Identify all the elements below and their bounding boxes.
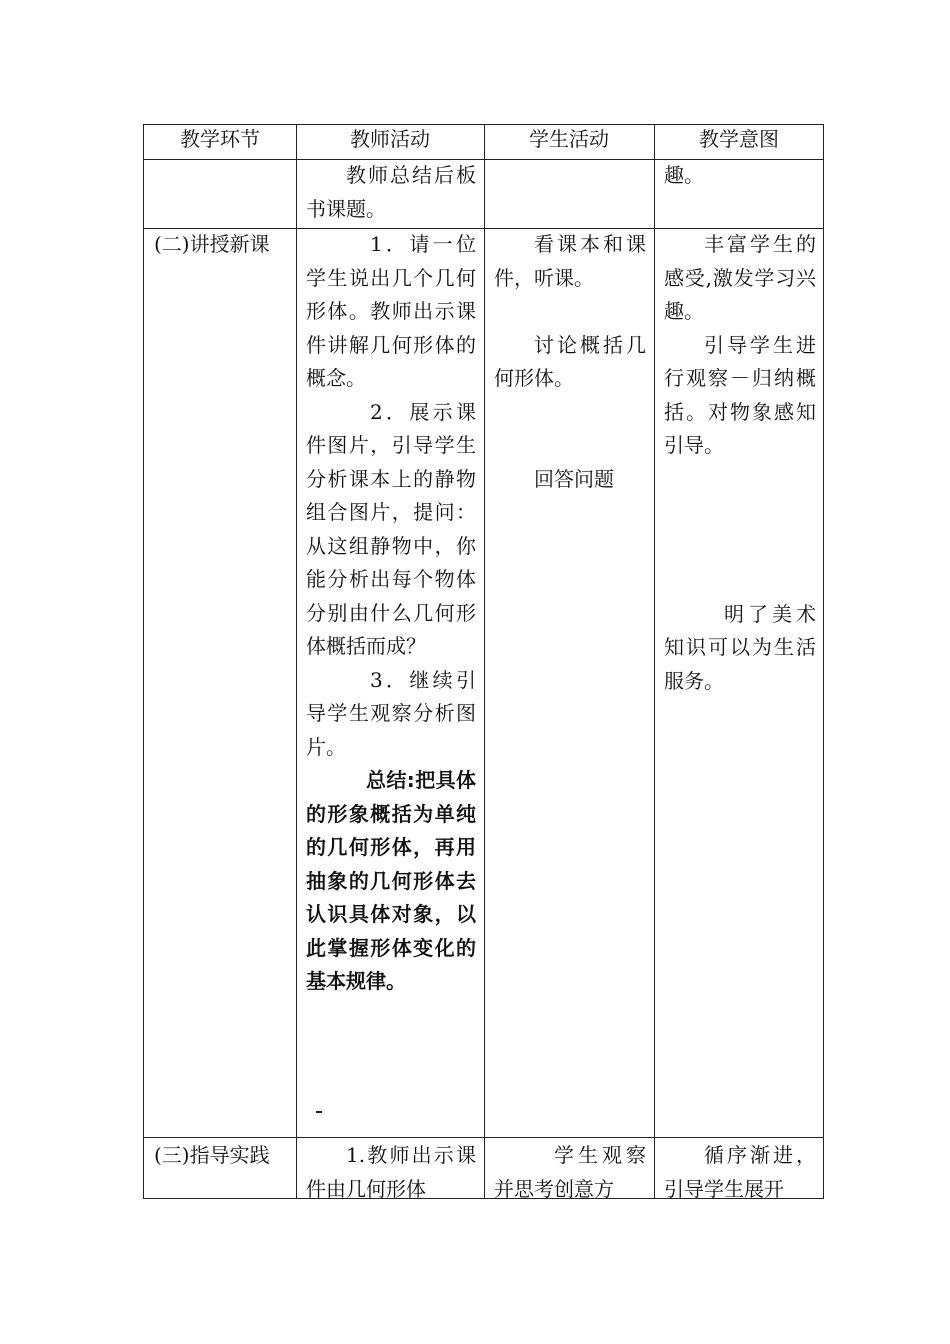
row3-teacher-text: 1.教师出示课件由几何形体 — [306, 1143, 476, 1201]
row-divider — [144, 1137, 823, 1138]
row1-teacher — [306, 159, 476, 226]
row2-stage: (二)讲授新课 — [154, 232, 270, 256]
row3-student-text: 学生观察并思考创意方 — [494, 1143, 646, 1201]
teacher-step-2: 2．展示课件图片，引导学生分析课本上的静物组合图片，提问：从这组静物中，你能分析出每个物体分别由什么几何形体概括而成？ — [306, 399, 476, 658]
row1-intent — [664, 159, 816, 193]
row3-stage: (三)指导实践 — [154, 1143, 270, 1167]
student-activity-2: 讨论概括几何形体。 — [494, 332, 646, 390]
row3-intent — [664, 1139, 816, 1206]
row2-student — [494, 228, 646, 496]
student-activity-3: 回答问题 — [534, 466, 614, 491]
dash-mark — [316, 1111, 322, 1113]
row2-teacher — [306, 228, 476, 999]
intent-3: 明了美术知识可以为生活服务。 — [664, 601, 816, 693]
teacher-step-3: 3．继续引导学生观察分析图片。 — [306, 667, 476, 759]
header-stage: 教学环节 — [180, 127, 260, 151]
row2-intent — [664, 228, 816, 698]
row3-teacher — [306, 1139, 476, 1206]
row3-intent-text: 循序渐进，引导学生展开 — [664, 1143, 816, 1201]
row3-student — [494, 1139, 646, 1206]
header-student-activity: 学生活动 — [529, 127, 609, 151]
row1-teacher-text: 教师总结后板书课题。 — [306, 163, 476, 221]
lesson-plan-table — [143, 124, 824, 1199]
intent-2: 引导学生进行观察－归纳概括。对物象感知引导。 — [664, 332, 816, 457]
student-activity-1: 看课本和课件，听课。 — [494, 232, 646, 290]
column-divider — [654, 125, 655, 1198]
teacher-step-1: 1．请一位学生说出几个几何形体。教师出示课件讲解几何形体的概念。 — [306, 232, 476, 390]
teacher-summary: 总结:把具体的形象概括为单纯的几何形体，再用抽象的几何形体去认识具体对象，以此掌握形体变化的基本规律。 — [306, 768, 476, 993]
header-teaching-intent: 教学意图 — [699, 127, 779, 151]
column-divider — [484, 125, 485, 1198]
column-divider — [296, 125, 297, 1198]
row1-intent-text: 趣。 — [664, 163, 704, 187]
intent-1: 丰富学生的感受,激发学习兴趣。 — [664, 232, 816, 323]
header-teacher-activity: 教师活动 — [350, 127, 430, 151]
